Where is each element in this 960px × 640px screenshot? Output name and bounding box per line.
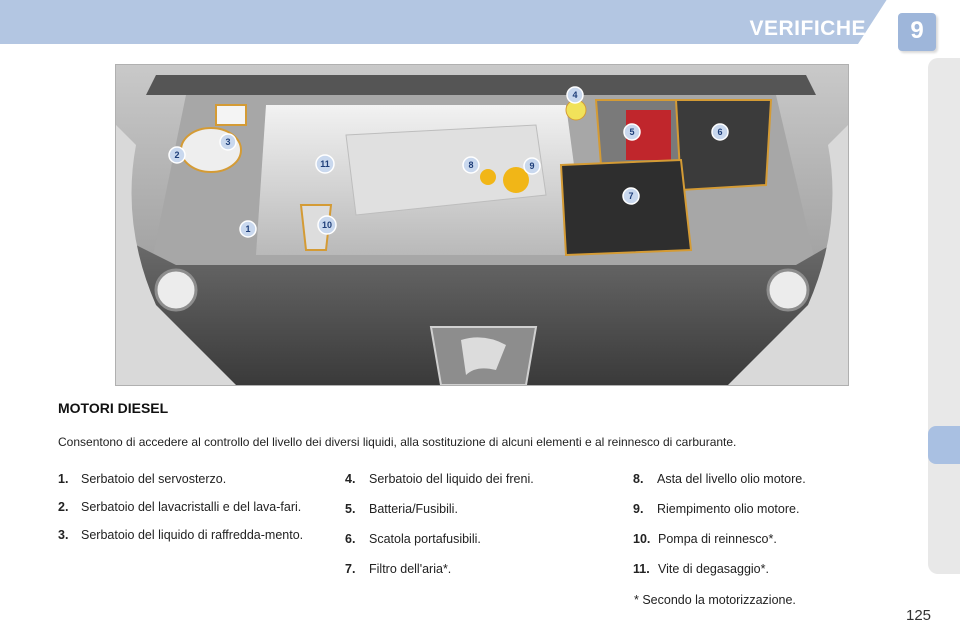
item-text: Riempimento olio motore. (657, 502, 800, 516)
chapter-marker (928, 426, 960, 464)
page-number: 125 (906, 607, 932, 624)
item-number: 11. (633, 562, 650, 576)
engine-bay-figure (115, 64, 849, 386)
list-item (58, 500, 326, 514)
list-item (345, 532, 605, 546)
svg-text:1: 1 (245, 224, 251, 234)
callout-6 (712, 124, 728, 140)
list-item (345, 472, 605, 486)
item-text: Filtro dell'aria*. (369, 562, 452, 576)
callout-2 (169, 147, 185, 163)
footnote: * Secondo la motorizzazione. (634, 593, 796, 607)
items-column-2 (345, 472, 605, 590)
items-column-1 (58, 472, 326, 556)
list-item (345, 562, 605, 576)
svg-text:7: 7 (628, 191, 634, 201)
item-number: 2. (58, 500, 69, 514)
callout-11 (316, 155, 334, 173)
svg-text:4: 4 (572, 90, 578, 100)
items-column-3 (633, 472, 913, 590)
list-item (345, 502, 605, 516)
svg-text:2: 2 (174, 150, 180, 160)
callout-1 (240, 221, 256, 237)
item-number: 6. (345, 532, 356, 546)
callout-4 (567, 87, 583, 103)
item-text: Asta del livello olio motore. (657, 472, 806, 486)
item-number: 3. (58, 528, 69, 542)
svg-text:3: 3 (225, 137, 231, 147)
item-text: Batteria/Fusibili. (369, 502, 458, 516)
svg-text:8: 8 (468, 160, 474, 170)
item-text: Serbatoio del servosterzo. (81, 472, 227, 486)
item-number: 7. (345, 562, 356, 576)
svg-text:11: 11 (320, 159, 330, 169)
item-number: 9. (633, 502, 644, 516)
list-item (633, 472, 913, 486)
callout-7 (623, 188, 639, 204)
item-text: Scatola portafusibili. (369, 532, 481, 546)
callout-3 (220, 134, 236, 150)
item-text: Pompa di reinnesco*. (658, 532, 777, 546)
list-item (633, 502, 913, 516)
section-title: MOTORI DIESEL (58, 400, 169, 416)
item-text: Serbatoio del liquido dei freni. (369, 472, 534, 486)
list-item (633, 532, 913, 546)
item-text: Serbatoio del liquido di raffredda-mento. (81, 528, 304, 542)
callout-8 (463, 157, 479, 173)
item-number: 10. (633, 532, 651, 546)
svg-text:5: 5 (629, 127, 635, 137)
item-text: Serbatoio del lavacristalli e del lava-fari. (81, 500, 302, 514)
chapter-number: 9 (910, 17, 924, 44)
callout-9 (524, 158, 540, 174)
list-item (633, 562, 913, 576)
callouts-overlay (116, 65, 848, 385)
item-number: 5. (345, 502, 356, 516)
section-intro: Consentono di accedere al controllo del livello dei diversi liquidi, alla sostituzione di alcuni elementi e al reinnesco di carburante. (58, 435, 737, 449)
side-strip (928, 58, 960, 574)
callout-10 (318, 216, 336, 234)
item-number: 1. (58, 472, 69, 486)
item-number: 4. (345, 472, 356, 486)
svg-text:9: 9 (529, 161, 535, 171)
svg-text:6: 6 (717, 127, 723, 137)
list-item (58, 528, 326, 542)
svg-text:10: 10 (321, 220, 333, 230)
item-number: 8. (633, 472, 644, 486)
item-text: Vite di degasaggio*. (658, 562, 769, 576)
callout-5 (624, 124, 640, 140)
list-item (58, 472, 326, 486)
chapter-title: VERIFICHE (749, 17, 866, 40)
